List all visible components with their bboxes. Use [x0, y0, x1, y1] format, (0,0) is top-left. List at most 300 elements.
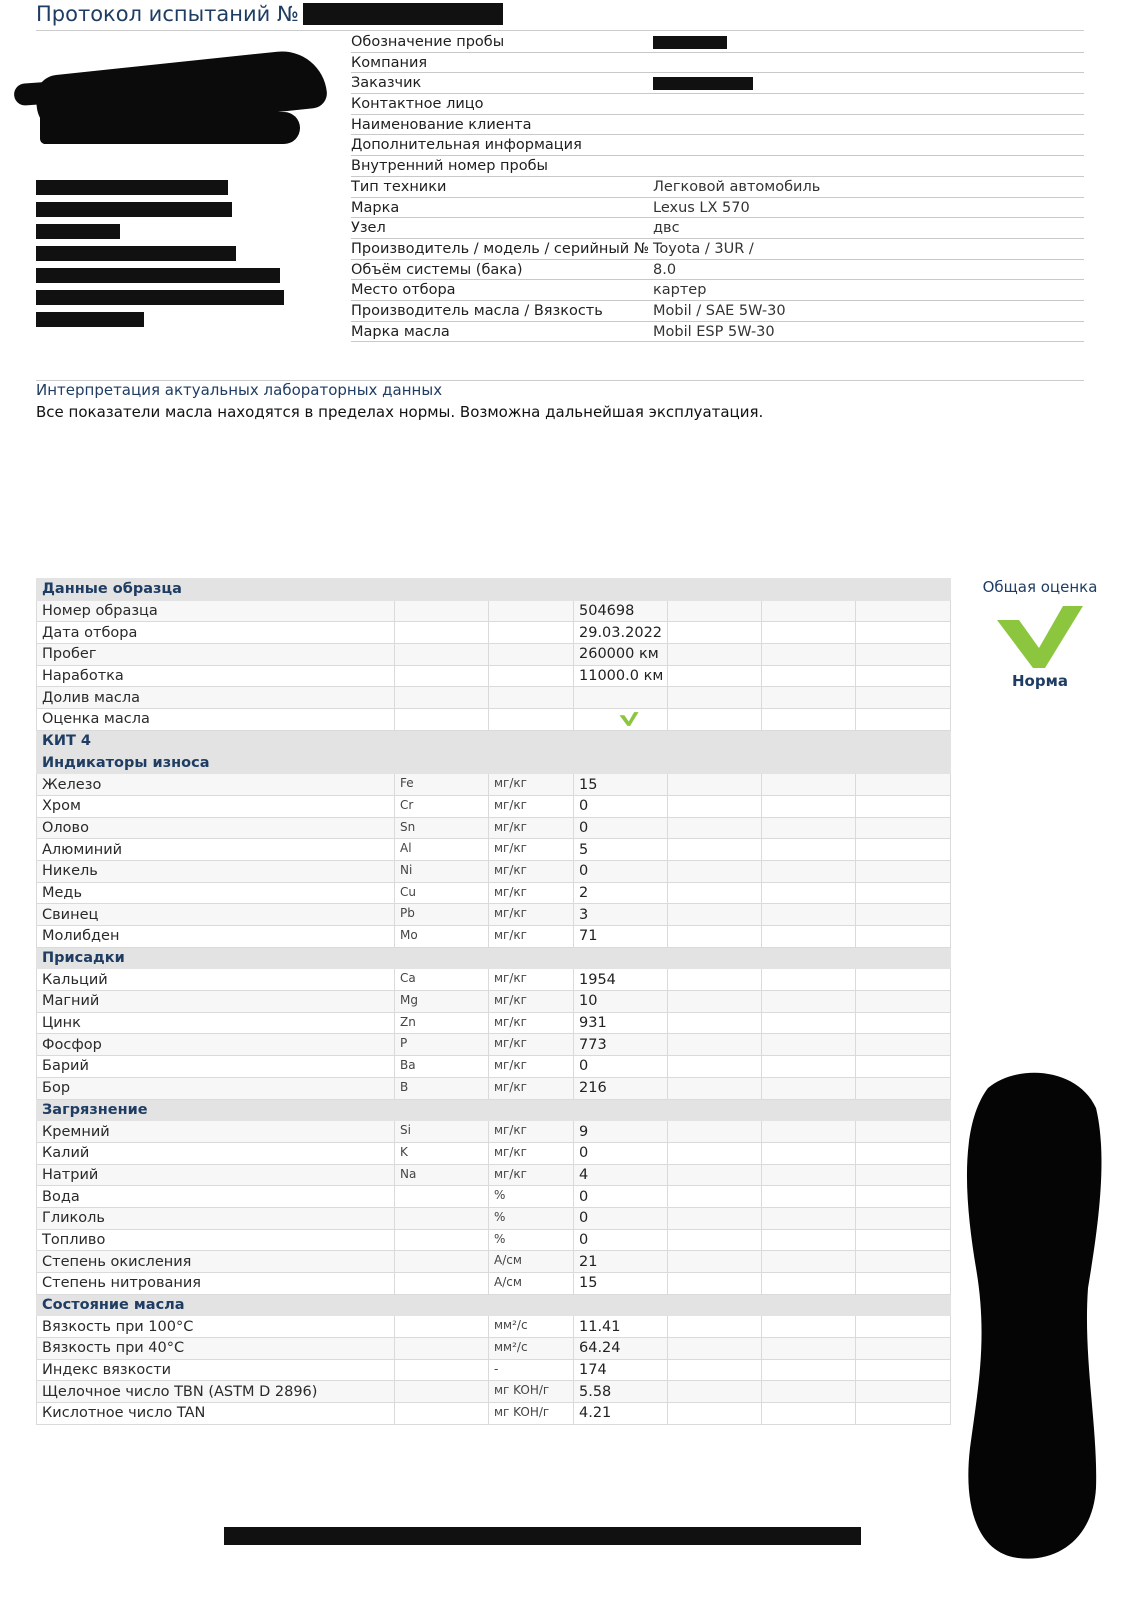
empty-cell	[668, 1077, 762, 1099]
element-symbol: Sn	[395, 817, 489, 839]
empty-cell	[762, 1338, 856, 1360]
parameter-name: Калий	[37, 1142, 395, 1164]
empty-cell	[668, 1251, 762, 1273]
parameter-name: Топливо	[37, 1229, 395, 1251]
table-row	[37, 1186, 951, 1208]
parameter-name: Олово	[37, 817, 395, 839]
empty-cell	[856, 600, 951, 622]
empty-cell	[762, 1229, 856, 1251]
empty-cell	[668, 1186, 762, 1208]
table-section-header	[37, 579, 951, 601]
value: 10	[574, 991, 668, 1013]
overall-assessment-title: Общая оценка	[982, 578, 1098, 596]
empty-cell	[762, 1316, 856, 1338]
empty-cell	[668, 665, 762, 687]
value: 11.41	[574, 1316, 668, 1338]
parameter-name: Пробег	[37, 644, 395, 666]
element-symbol	[395, 1359, 489, 1381]
empty-cell	[668, 926, 762, 948]
empty-cell	[856, 1142, 951, 1164]
value: 5	[574, 839, 668, 861]
element-symbol	[395, 622, 489, 644]
unit: мм²/с	[489, 1338, 574, 1360]
empty-cell	[856, 1359, 951, 1381]
table-row	[37, 904, 951, 926]
element-symbol: Fe	[395, 774, 489, 796]
value: 0	[574, 817, 668, 839]
empty-cell	[762, 1359, 856, 1381]
sample-info-value: картер	[653, 282, 707, 299]
empty-cell	[668, 1121, 762, 1143]
parameter-name: Наработка	[37, 665, 395, 687]
parameter-name: Бор	[37, 1077, 395, 1099]
unit: %	[489, 1229, 574, 1251]
table-section-header	[37, 947, 951, 969]
sample-info-row	[351, 239, 1084, 260]
sample-info-key: Производитель / модель / серийный №	[351, 240, 649, 257]
value: 29.03.2022	[574, 622, 668, 644]
empty-cell	[762, 600, 856, 622]
empty-cell	[668, 1056, 762, 1078]
table-row	[37, 1142, 951, 1164]
table-row	[37, 1229, 951, 1251]
table-row	[37, 839, 951, 861]
sample-info-key: Заказчик	[351, 75, 422, 92]
element-symbol: Cr	[395, 795, 489, 817]
empty-cell	[856, 817, 951, 839]
overall-assessment-label: Норма	[1012, 672, 1068, 690]
parameter-name: Дата отбора	[37, 622, 395, 644]
parameter-name: Оценка масла	[37, 709, 395, 731]
value: 216	[574, 1077, 668, 1099]
parameter-name: Щелочное число TBN (ASTM D 2896)	[37, 1381, 395, 1403]
element-symbol: Na	[395, 1164, 489, 1186]
results-table	[36, 578, 951, 1425]
empty-cell	[762, 1077, 856, 1099]
empty-cell	[762, 860, 856, 882]
sample-info-key: Объём системы (бака)	[351, 261, 523, 278]
empty-cell	[856, 1077, 951, 1099]
redacted-value	[653, 77, 753, 90]
empty-cell	[668, 1164, 762, 1186]
element-symbol: Al	[395, 839, 489, 861]
table-row	[37, 1403, 951, 1425]
empty-cell	[762, 665, 856, 687]
empty-cell	[668, 774, 762, 796]
table-row	[37, 1207, 951, 1229]
sample-info-row	[351, 156, 1084, 177]
parameter-name: Фосфор	[37, 1034, 395, 1056]
empty-cell	[668, 904, 762, 926]
empty-cell	[762, 687, 856, 709]
unit: мг/кг	[489, 969, 574, 991]
unit: мг/кг	[489, 1077, 574, 1099]
sample-info-key: Марка масла	[351, 323, 450, 340]
sample-info-row	[351, 260, 1084, 281]
empty-cell	[762, 644, 856, 666]
empty-cell	[856, 644, 951, 666]
value: 260000 км	[574, 644, 668, 666]
big-checkmark-icon	[995, 604, 1085, 670]
value: 9	[574, 1121, 668, 1143]
table-row	[37, 774, 951, 796]
empty-cell	[856, 622, 951, 644]
parameter-name: Кальций	[37, 969, 395, 991]
empty-cell	[762, 817, 856, 839]
table-row	[37, 795, 951, 817]
sample-info-row	[351, 73, 1084, 94]
table-row	[37, 991, 951, 1013]
sample-info-key: Обозначение пробы	[351, 34, 505, 50]
sample-info-row	[351, 218, 1084, 239]
unit: мг/кг	[489, 926, 574, 948]
empty-cell	[856, 1273, 951, 1295]
empty-cell	[668, 1273, 762, 1295]
value: 174	[574, 1359, 668, 1381]
sample-info-value: Легковой автомобиль	[653, 178, 821, 195]
empty-cell	[762, 991, 856, 1013]
element-symbol	[395, 1381, 489, 1403]
empty-cell	[762, 1121, 856, 1143]
empty-cell	[762, 1034, 856, 1056]
parameter-name: Вязкость при 40°C	[37, 1338, 395, 1360]
empty-cell	[668, 839, 762, 861]
element-symbol	[395, 1207, 489, 1229]
checkmark-icon	[619, 711, 639, 727]
unit: %	[489, 1186, 574, 1208]
unit: мг KOH/г	[489, 1381, 574, 1403]
empty-cell	[856, 1316, 951, 1338]
redacted-contact-info	[36, 180, 284, 334]
parameter-name: Никель	[37, 860, 395, 882]
table-row	[37, 926, 951, 948]
value: 4.21	[574, 1403, 668, 1425]
element-symbol	[395, 1251, 489, 1273]
table-row	[37, 1338, 951, 1360]
empty-cell	[668, 1338, 762, 1360]
unit: мг/кг	[489, 1164, 574, 1186]
empty-cell	[762, 1207, 856, 1229]
empty-cell	[856, 969, 951, 991]
parameter-name: Свинец	[37, 904, 395, 926]
sample-info-row	[351, 115, 1084, 136]
unit	[489, 600, 574, 622]
element-symbol	[395, 1273, 489, 1295]
element-symbol: Pb	[395, 904, 489, 926]
value: 0	[574, 795, 668, 817]
unit: мг/кг	[489, 774, 574, 796]
unit: А/см	[489, 1273, 574, 1295]
empty-cell	[762, 1251, 856, 1273]
value: 21	[574, 1251, 668, 1273]
table-row	[37, 687, 951, 709]
sample-info-value: Mobil / SAE 5W-30	[653, 302, 786, 319]
empty-cell	[856, 839, 951, 861]
sample-info-row	[351, 301, 1084, 322]
parameter-name: Кремний	[37, 1121, 395, 1143]
empty-cell	[762, 1403, 856, 1425]
unit	[489, 665, 574, 687]
sample-info-row	[351, 280, 1084, 301]
empty-cell	[668, 644, 762, 666]
empty-cell	[856, 1056, 951, 1078]
sample-info-key: Марка	[351, 199, 400, 216]
parameter-name: Вязкость при 100°C	[37, 1316, 395, 1338]
sample-info-key: Дополнительная информация	[351, 137, 582, 154]
parameter-name: Номер образца	[37, 600, 395, 622]
table-row	[37, 817, 951, 839]
value	[574, 687, 668, 709]
empty-cell	[856, 1251, 951, 1273]
value: 773	[574, 1034, 668, 1056]
element-symbol	[395, 1316, 489, 1338]
unit: мг/кг	[489, 1121, 574, 1143]
section-title: Присадки	[37, 947, 951, 969]
table-row	[37, 665, 951, 687]
unit: А/см	[489, 1251, 574, 1273]
table-section-header	[37, 1099, 951, 1121]
unit: мг/кг	[489, 839, 574, 861]
parameter-name: Натрий	[37, 1164, 395, 1186]
empty-cell	[856, 1338, 951, 1360]
sample-info-list	[351, 32, 1084, 342]
value: 0	[574, 1229, 668, 1251]
value: 0	[574, 1207, 668, 1229]
element-symbol: K	[395, 1142, 489, 1164]
value: 0	[574, 860, 668, 882]
empty-cell	[762, 882, 856, 904]
section-title: КИТ 4	[37, 730, 951, 752]
value: 1954	[574, 969, 668, 991]
sample-info-value: двс	[653, 220, 680, 237]
empty-cell	[856, 1012, 951, 1034]
redacted-footer	[224, 1527, 861, 1545]
element-symbol: Ba	[395, 1056, 489, 1078]
table-row	[37, 1359, 951, 1381]
table-row	[37, 1251, 951, 1273]
sample-info-value: Lexus LX 570	[653, 199, 750, 216]
unit: мг/кг	[489, 882, 574, 904]
unit	[489, 622, 574, 644]
table-row	[37, 600, 951, 622]
table-row	[37, 1121, 951, 1143]
table-row	[37, 622, 951, 644]
unit	[489, 709, 574, 731]
empty-cell	[856, 1403, 951, 1425]
empty-cell	[668, 687, 762, 709]
empty-cell	[668, 795, 762, 817]
element-symbol	[395, 687, 489, 709]
value: 71	[574, 926, 668, 948]
empty-cell	[668, 817, 762, 839]
empty-cell	[762, 839, 856, 861]
element-symbol: Mg	[395, 991, 489, 1013]
parameter-name: Медь	[37, 882, 395, 904]
value: 15	[574, 1273, 668, 1295]
unit: -	[489, 1359, 574, 1381]
empty-cell	[856, 665, 951, 687]
unit: мг/кг	[489, 860, 574, 882]
table-row	[37, 709, 951, 731]
element-symbol	[395, 600, 489, 622]
unit: мг/кг	[489, 991, 574, 1013]
title-divider	[36, 30, 1084, 31]
sample-info-row	[351, 135, 1084, 156]
empty-cell	[856, 991, 951, 1013]
sample-info-value: Mobil ESP 5W-30	[653, 323, 775, 340]
section-title: Данные образца	[37, 579, 951, 601]
unit: мг KOH/г	[489, 1403, 574, 1425]
value: 15	[574, 774, 668, 796]
parameter-name: Цинк	[37, 1012, 395, 1034]
value: 0	[574, 1056, 668, 1078]
unit	[489, 644, 574, 666]
parameter-name: Степень окисления	[37, 1251, 395, 1273]
table-section-header	[37, 1294, 951, 1316]
sample-info-row	[351, 322, 1084, 343]
empty-cell	[668, 882, 762, 904]
empty-cell	[856, 1164, 951, 1186]
empty-cell	[762, 1142, 856, 1164]
value: 0	[574, 1142, 668, 1164]
empty-cell	[668, 1012, 762, 1034]
empty-cell	[762, 904, 856, 926]
value: 3	[574, 904, 668, 926]
parameter-name: Хром	[37, 795, 395, 817]
value: 4	[574, 1164, 668, 1186]
element-symbol: Ca	[395, 969, 489, 991]
element-symbol	[395, 1338, 489, 1360]
empty-cell	[668, 1207, 762, 1229]
sample-info-value: 8.0	[653, 261, 677, 278]
element-symbol	[395, 644, 489, 666]
empty-cell	[668, 622, 762, 644]
empty-cell	[668, 1381, 762, 1403]
empty-cell	[856, 774, 951, 796]
empty-cell	[762, 926, 856, 948]
value: 504698	[574, 600, 668, 622]
parameter-name: Алюминий	[37, 839, 395, 861]
page-title	[36, 2, 503, 26]
empty-cell	[668, 600, 762, 622]
value: 64.24	[574, 1338, 668, 1360]
sample-info-value: Toyota / 3UR /	[653, 240, 754, 257]
interpretation-text: Все показатели масла находятся в пределах нормы. Возможна дальнейшая эксплуатация.	[36, 403, 764, 421]
unit: %	[489, 1207, 574, 1229]
unit: мг/кг	[489, 795, 574, 817]
unit: мг/кг	[489, 1034, 574, 1056]
value: 11000.0 км	[574, 665, 668, 687]
overall-assessment	[980, 578, 1100, 690]
redacted-protocol-number	[303, 3, 503, 25]
sample-info-key: Узел	[351, 220, 386, 237]
table-row	[37, 1316, 951, 1338]
empty-cell	[762, 1186, 856, 1208]
parameter-name: Магний	[37, 991, 395, 1013]
element-symbol	[395, 1403, 489, 1425]
empty-cell	[856, 1207, 951, 1229]
sample-info-row	[351, 32, 1084, 53]
element-symbol	[395, 1229, 489, 1251]
empty-cell	[856, 1186, 951, 1208]
empty-cell	[856, 904, 951, 926]
empty-cell	[856, 1034, 951, 1056]
table-row	[37, 969, 951, 991]
redacted-value	[653, 36, 727, 49]
sample-info-key: Наименование клиента	[351, 116, 532, 133]
empty-cell	[856, 860, 951, 882]
empty-cell	[856, 926, 951, 948]
table-row	[37, 1077, 951, 1099]
parameter-name: Индекс вязкости	[37, 1359, 395, 1381]
empty-cell	[762, 709, 856, 731]
empty-cell	[856, 687, 951, 709]
value: 2	[574, 882, 668, 904]
element-symbol: Ni	[395, 860, 489, 882]
parameter-name: Железо	[37, 774, 395, 796]
table-row	[37, 1273, 951, 1295]
empty-cell	[668, 1142, 762, 1164]
sample-info-key: Производитель масла / Вязкость	[351, 302, 603, 319]
table-section-header	[37, 730, 951, 752]
sample-info-key: Контактное лицо	[351, 96, 484, 113]
empty-cell	[762, 1056, 856, 1078]
element-symbol	[395, 665, 489, 687]
parameter-name: Долив масла	[37, 687, 395, 709]
empty-cell	[762, 1164, 856, 1186]
parameter-name: Кислотное число TAN	[37, 1403, 395, 1425]
empty-cell	[668, 1316, 762, 1338]
table-row	[37, 882, 951, 904]
empty-cell	[762, 795, 856, 817]
table-row	[37, 644, 951, 666]
value: 5.58	[574, 1381, 668, 1403]
sample-info-key: Тип техники	[351, 178, 447, 195]
empty-cell	[856, 1229, 951, 1251]
empty-cell	[668, 1359, 762, 1381]
element-symbol: Mo	[395, 926, 489, 948]
value	[574, 709, 668, 731]
empty-cell	[668, 1403, 762, 1425]
value: 931	[574, 1012, 668, 1034]
empty-cell	[762, 622, 856, 644]
table-row	[37, 860, 951, 882]
unit: мм²/с	[489, 1316, 574, 1338]
sample-info-key: Место отбора	[351, 282, 456, 299]
empty-cell	[762, 1273, 856, 1295]
sample-info-row	[351, 177, 1084, 198]
element-symbol	[395, 709, 489, 731]
empty-cell	[856, 1121, 951, 1143]
empty-cell	[762, 969, 856, 991]
element-symbol: B	[395, 1077, 489, 1099]
empty-cell	[856, 1381, 951, 1403]
element-symbol: P	[395, 1034, 489, 1056]
value: 0	[574, 1186, 668, 1208]
unit: мг/кг	[489, 817, 574, 839]
empty-cell	[762, 1381, 856, 1403]
unit: мг/кг	[489, 1142, 574, 1164]
title-text: Протокол испытаний №	[36, 2, 299, 26]
sample-info-row	[351, 198, 1084, 219]
empty-cell	[856, 795, 951, 817]
table-row	[37, 1381, 951, 1403]
empty-cell	[762, 774, 856, 796]
empty-cell	[856, 882, 951, 904]
empty-cell	[668, 709, 762, 731]
section-title: Состояние масла	[37, 1294, 951, 1316]
empty-cell	[668, 860, 762, 882]
